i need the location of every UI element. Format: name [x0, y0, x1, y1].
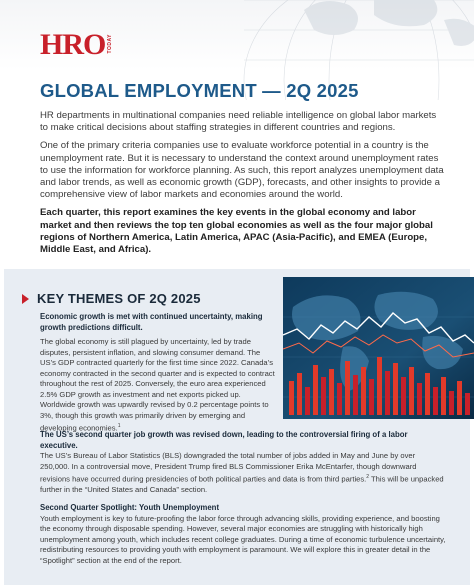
- footnote-1: 1: [117, 423, 121, 429]
- hro-today-logo: [40, 30, 113, 60]
- intro-p3-lead: Each quarter, this report examines the key events in the global economy and labor market and then reviews the top ten global economies as well as the four major global regions of: [40, 207, 433, 243]
- theme-2-body-text: The US’s Bureau of Labor Statistics (BLS) downgraded the total number of jobs added in May and June by over 250,000. In a controversial move, President Trump fired BLS Commissioner Erika McEntarfer, though downward revisions have occurred during presidencies of both political parties and data is from third parties.: [40, 451, 417, 484]
- theme-2-body: [40, 451, 446, 496]
- theme-2-body-tail: This will be unpacked further in the “United States and Canada” section.: [40, 474, 444, 495]
- theme-1-body-text: The global economy is still plagued by uncertainty, led by trade disputes, persistent inflation, and slowing consumer demand. The US’s GDP contracted quarterly for the first time since 2022. Canada’s economy contracted in the second quarter and is expected to contract throughout the rest of 2025. Conversely, the euro area experienced 2.5% GDP growth as investment and net exports picked up. Worldwide growth was upwardly revised by 0.2 percentage points to 3%, though this growth was primarily driven by emerging and developing economies.: [40, 337, 275, 433]
- theme-1-body: [40, 337, 278, 434]
- intro-paragraph-3: [40, 207, 445, 256]
- logo-wordmark: HRO: [40, 28, 106, 61]
- theme-2: [40, 430, 446, 496]
- intro-paragraph-1: HR departments in multinational companies need reliable intelligence on global labor markets to make critical decisions about staffing strategies in different countries and regions.: [40, 110, 437, 134]
- page-title: GLOBAL EMPLOYMENT — 2Q 2025: [40, 80, 359, 101]
- theme-3-heading: Second Quarter Spotlight: Youth Unemployment: [40, 503, 220, 512]
- world-map-graphic: [283, 277, 474, 419]
- theme-3: [40, 503, 446, 566]
- theme-2-heading: The US’s second quarter job growth was revised down, leading to the controversial firing of a labor executive.: [40, 430, 408, 450]
- intro-p3-and: and: [335, 231, 359, 243]
- footnote-2: 2: [366, 474, 370, 480]
- theme-1-heading: Economic growth is met with continued uncertainty, making growth predictions difficult.: [40, 312, 263, 332]
- logo-subtext: TODAY: [107, 34, 114, 54]
- key-themes-title: KEY THEMES OF 2Q 2025: [37, 291, 201, 306]
- red-arrow-icon: [22, 294, 29, 304]
- intro-section: [40, 110, 445, 262]
- world-map-chart-photo: [283, 277, 474, 419]
- intro-p3-emea: EMEA (Europe, Middle East, and Africa).: [40, 231, 428, 256]
- intro-p3-regions: Northern America, Latin America, APAC (Asia-Pacific),: [89, 231, 336, 243]
- theme-1: [40, 312, 278, 434]
- theme-3-body: Youth employment is key to future-proofing the labor force through advancing skills, providing experience, and boosting the economy through disposable spending. However, several major economies are struggling with historically high unemployment among youth, which includes recent college graduates. During a time of economic turbulence uncertainty, redistributing resources to providing youth with employment is paramount. We will explore this in greater detail in the “Spotlight” section at the end of the report.: [40, 513, 446, 565]
- key-themes-heading: [22, 291, 201, 306]
- intro-paragraph-2: One of the primary criteria companies use to evaluate workforce potential in a country is the unemployment rate. But it is necessary to understand the context around unemployment rates to use the information for workforce planning. As such, this report analyzes unemployment data and labor trends, as well as economic growth (GDP), forecasts, and other insights to provide a comprehensive view of labor markets and economies around the world.: [40, 140, 444, 201]
